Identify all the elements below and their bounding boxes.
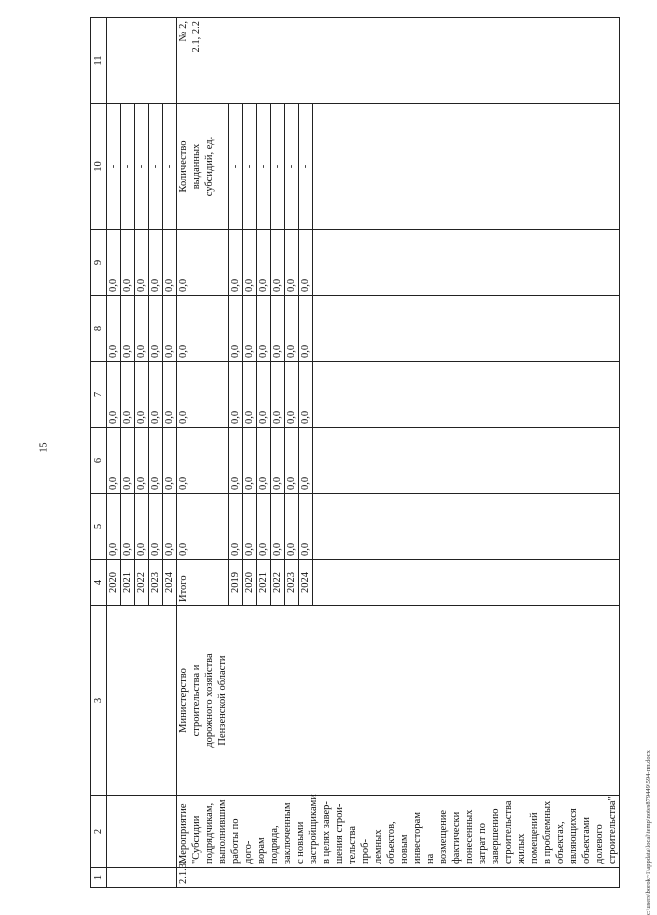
value-cell — [313, 230, 620, 296]
column-number-cell: 2 — [91, 796, 107, 868]
indicator-cell: - — [229, 104, 243, 230]
value-cell: 0,0 — [163, 362, 177, 428]
indicator-cell: - — [285, 104, 299, 230]
item-number-cell: 2.1.3. — [177, 868, 620, 888]
value-cell: 0,0 — [163, 428, 177, 494]
value-cell: 0,0 — [271, 230, 285, 296]
total-value-cell: 0,0 — [177, 362, 229, 428]
executor-cell — [149, 606, 163, 796]
executor-cell — [135, 606, 149, 796]
indicator-cell: - — [299, 104, 313, 230]
value-cell — [313, 362, 620, 428]
executor-cell: Министерство строительства и дорожного хозяйства Пензенской области — [177, 606, 620, 796]
indicator-cell: - — [243, 104, 257, 230]
value-cell: 0,0 — [135, 296, 149, 362]
column-number-cell: 7 — [91, 362, 107, 428]
value-cell: 0,0 — [299, 230, 313, 296]
column-number-cell: 4 — [91, 560, 107, 606]
item-number-cell — [107, 868, 121, 888]
column-number-cell: 10 — [91, 104, 107, 230]
value-cell: 0,0 — [271, 296, 285, 362]
document-table-container — [90, 18, 618, 888]
value-cell: 0,0 — [285, 296, 299, 362]
item-name-cell — [149, 796, 163, 868]
value-cell: 0,0 — [257, 362, 271, 428]
value-cell: 0,0 — [243, 230, 257, 296]
column-number-cell: 9 — [91, 230, 107, 296]
value-cell: 0,0 — [271, 428, 285, 494]
item-number-cell — [121, 868, 135, 888]
value-cell: 0,0 — [107, 494, 121, 560]
program-table — [90, 17, 620, 888]
total-label-cell: Итого — [177, 560, 229, 606]
total-value-cell: 0,0 — [177, 494, 229, 560]
indicator-ref-cell — [163, 18, 177, 104]
value-cell: 0,0 — [285, 494, 299, 560]
column-number-cell: 1 — [91, 868, 107, 888]
value-cell: 0,0 — [149, 296, 163, 362]
year-cell: 2019 — [229, 560, 243, 606]
value-cell: 0,0 — [107, 362, 121, 428]
value-cell: 0,0 — [229, 362, 243, 428]
value-cell — [313, 296, 620, 362]
value-cell: 0,0 — [121, 230, 135, 296]
year-cell: 2021 — [121, 560, 135, 606]
value-cell — [313, 428, 620, 494]
value-cell — [313, 104, 620, 230]
item-name-cell — [163, 796, 177, 868]
value-cell: 0,0 — [299, 428, 313, 494]
total-value-cell: 0,0 — [177, 230, 229, 296]
year-cell: 2023 — [149, 560, 163, 606]
year-cell — [313, 560, 620, 606]
indicator-cell: - — [257, 104, 271, 230]
footer-file-path: c:\users\borok~1\appdata\local\temp\notes879449\594-пп.docx — [645, 750, 652, 915]
value-cell: 0,0 — [121, 362, 135, 428]
continuation-row — [149, 18, 163, 888]
value-cell: 0,0 — [163, 296, 177, 362]
value-cell: 0,0 — [271, 494, 285, 560]
executor-cell — [121, 606, 135, 796]
item-number-cell — [149, 868, 163, 888]
indicator-ref-cell — [121, 18, 135, 104]
value-cell: 0,0 — [121, 428, 135, 494]
value-cell: 0,0 — [107, 230, 121, 296]
year-cell: 2024 — [299, 560, 313, 606]
value-cell: 0,0 — [229, 296, 243, 362]
value-cell: 0,0 — [149, 428, 163, 494]
indicator-cell: - — [121, 104, 135, 230]
value-cell: 0,0 — [135, 494, 149, 560]
total-value-cell: 0,0 — [177, 296, 229, 362]
item-number-cell — [135, 868, 149, 888]
year-cell: 2022 — [135, 560, 149, 606]
value-cell: 0,0 — [229, 230, 243, 296]
value-cell: 0,0 — [271, 362, 285, 428]
continuation-row — [163, 18, 177, 888]
value-cell: 0,0 — [163, 494, 177, 560]
executor-cell — [107, 606, 121, 796]
continuation-row — [107, 18, 121, 888]
year-cell: 2022 — [271, 560, 285, 606]
year-cell: 2020 — [243, 560, 257, 606]
value-cell: 0,0 — [299, 296, 313, 362]
column-number-cell: 6 — [91, 428, 107, 494]
value-cell: 0,0 — [107, 296, 121, 362]
continuation-row — [135, 18, 149, 888]
indicator-cell: - — [271, 104, 285, 230]
year-cell: 2023 — [285, 560, 299, 606]
item-name-cell — [121, 796, 135, 868]
value-cell: 0,0 — [107, 428, 121, 494]
item-row — [177, 18, 229, 888]
value-cell: 0,0 — [121, 296, 135, 362]
value-cell: 0,0 — [299, 494, 313, 560]
value-cell: 0,0 — [257, 230, 271, 296]
indicator-cell: - — [135, 104, 149, 230]
indicator-ref-cell — [149, 18, 163, 104]
value-cell: 0,0 — [163, 230, 177, 296]
year-cell: 2021 — [257, 560, 271, 606]
indicator-cell: - — [149, 104, 163, 230]
item-name-cell: Мероприятие "Субсидии подрядчикам, выполнившим работы по дого- ворам подряда, заключенным с новыми застройщиками в целях завер- шения строи- тельства проб- лемных объектов, новым инвесторам на возмещение фактически понесенных затрат по завершению строительства жилых помещений в проблемных объектах, являющихся объектами долевого строительства" — [177, 796, 620, 868]
value-cell: 0,0 — [257, 296, 271, 362]
total-value-cell: 0,0 — [177, 428, 229, 494]
indicator-ref-cell: № 2, 2.1, 2.2 — [177, 18, 620, 104]
value-cell: 0,0 — [149, 494, 163, 560]
item-name-cell — [107, 796, 121, 868]
year-cell: 2020 — [107, 560, 121, 606]
value-cell: 0,0 — [243, 296, 257, 362]
item-name-cell — [135, 796, 149, 868]
value-cell: 0,0 — [149, 230, 163, 296]
value-cell: 0,0 — [229, 494, 243, 560]
value-cell: 0,0 — [229, 428, 243, 494]
column-number-row — [91, 18, 107, 888]
column-number-cell: 8 — [91, 296, 107, 362]
column-number-cell: 3 — [91, 606, 107, 796]
column-number-cell: 5 — [91, 494, 107, 560]
value-cell: 0,0 — [149, 362, 163, 428]
page-number: 15 — [38, 442, 50, 453]
value-cell: 0,0 — [243, 494, 257, 560]
indicator-ref-cell — [135, 18, 149, 104]
value-cell: 0,0 — [243, 428, 257, 494]
value-cell: 0,0 — [285, 362, 299, 428]
value-cell: 0,0 — [257, 428, 271, 494]
value-cell: 0,0 — [135, 362, 149, 428]
value-cell: 0,0 — [285, 428, 299, 494]
indicator-ref-cell — [107, 18, 121, 104]
value-cell: 0,0 — [299, 362, 313, 428]
rotated-document — [90, 18, 618, 888]
value-cell: 0,0 — [135, 428, 149, 494]
year-cell: 2024 — [163, 560, 177, 606]
value-cell: 0,0 — [135, 230, 149, 296]
value-cell: 0,0 — [257, 494, 271, 560]
value-cell — [313, 494, 620, 560]
indicator-cell: - — [163, 104, 177, 230]
indicator-cell: Количество выданных субсидий, ед. — [177, 104, 229, 230]
indicator-cell: - — [107, 104, 121, 230]
executor-cell — [163, 606, 177, 796]
value-cell: 0,0 — [121, 494, 135, 560]
value-cell: 0,0 — [285, 230, 299, 296]
value-cell: 0,0 — [243, 362, 257, 428]
continuation-row — [121, 18, 135, 888]
item-number-cell — [163, 868, 177, 888]
column-number-cell: 11 — [91, 18, 107, 104]
